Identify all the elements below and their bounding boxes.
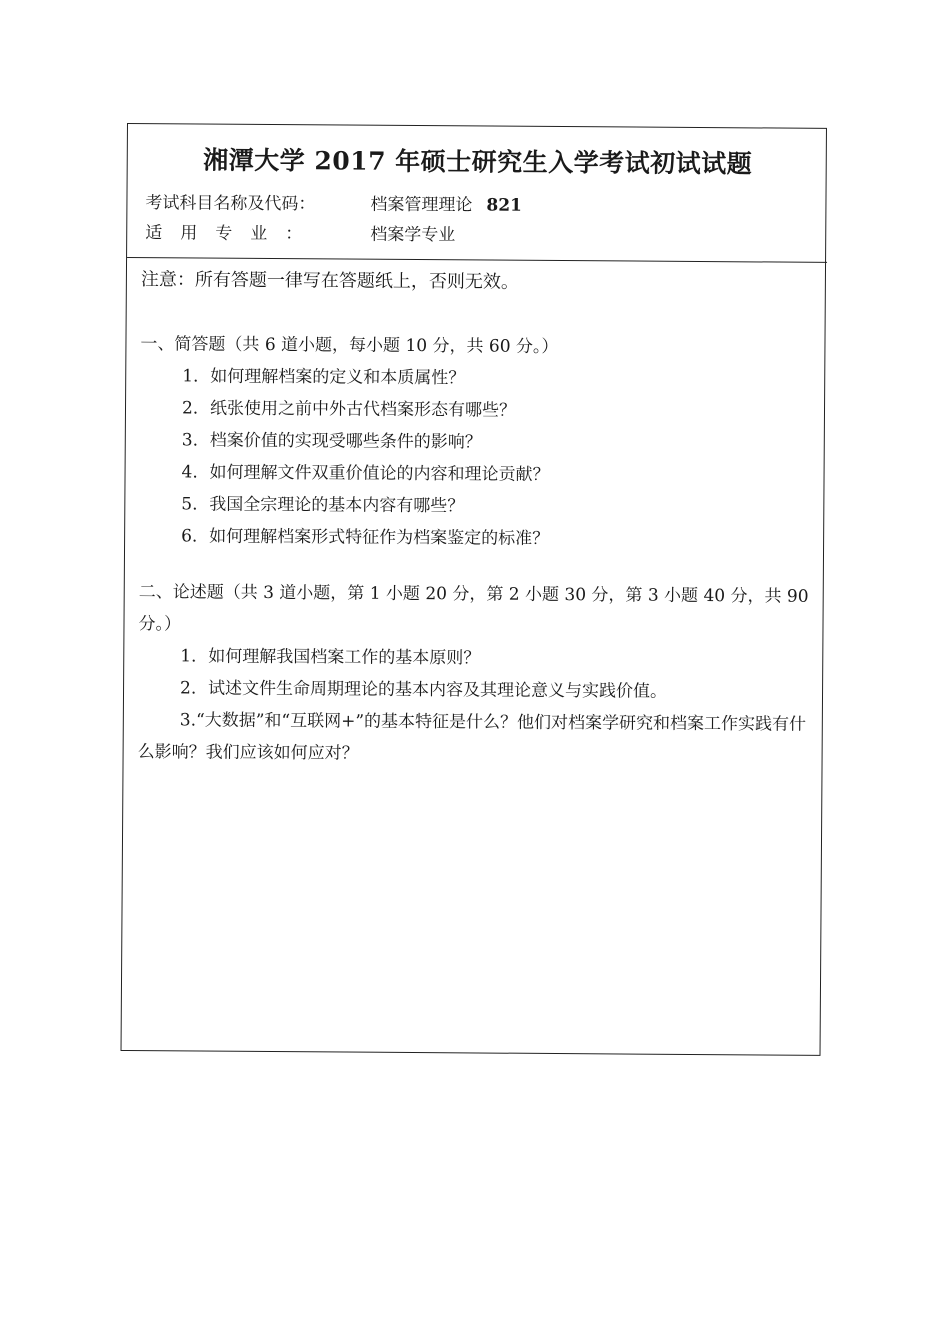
major-label: 适用专业： [145,223,321,245]
question-number: 2. [181,398,199,419]
exam-title: 湘潭大学 2017 年硕士研究生入学考试初试试题 [203,145,753,179]
question-item [140,424,816,461]
question-text: 试述文件生命周期理论的基本内容及其理论意义与实践价值。 [207,678,668,702]
question-item [138,672,814,709]
question-number: 6. [181,526,198,547]
question-text: 如何理解档案形式特征作为档案鉴定的标准？ [209,526,550,549]
question-number: 3. [181,430,199,451]
question-item [140,360,816,397]
question-list [137,640,814,773]
question-number: 2. [179,678,197,699]
exam-paper-frame [121,123,827,1056]
question-text: 如何理解我国档案工作的基本原则？ [208,646,481,669]
header-divider [127,257,827,263]
major-value: 档案学专业 [370,224,456,246]
section-short-answer [139,328,817,557]
major-row [145,218,455,245]
question-text: 我国全宗理论的基本内容有哪些？ [209,494,465,517]
subject-label: 考试科目名称及代码： [145,193,316,215]
section-heading: 二、论述题（共 3 道小题，第 1 小题 20 分，第 2 小题 30 分，第 3 小题 40 分，共 90 分。） [138,582,809,635]
question-text: 如何理解档案的定义和本质属性？ [210,366,466,389]
exam-notice: 注意：所有答题一律写在答题纸上，否则无效。 [140,269,519,293]
question-item [140,392,816,429]
section-essay [137,576,814,773]
question-item [138,640,814,677]
question-item [139,488,815,525]
question-item [137,704,813,773]
subject-code: 821 [486,195,523,216]
question-number: 3. [179,710,197,731]
question-item [139,520,815,557]
subject-row [145,188,522,216]
question-item [139,456,815,493]
subject-value: 档案管理理论 [370,194,473,216]
question-text: 如何理解文件双重价值论的内容和理论贡献？ [209,462,550,485]
question-number: 1. [182,366,199,387]
question-text: “大数据”和“互联网+”的基本特征是什么？他们对档案学研究和档案工作实践有什么影响？我们应该如何应对？ [137,710,807,764]
question-number: 5. [181,494,198,515]
question-number: 4. [181,462,198,483]
section-heading: 一、简答题（共 6 道小题，每小题 10 分，共 60 分。） [140,334,559,358]
question-list [139,360,816,557]
question-number: 1. [180,646,197,667]
question-text: 纸张使用之前中外古代档案形态有哪些？ [209,398,517,421]
question-text: 档案价值的实现受哪些条件的影响？ [209,430,482,453]
